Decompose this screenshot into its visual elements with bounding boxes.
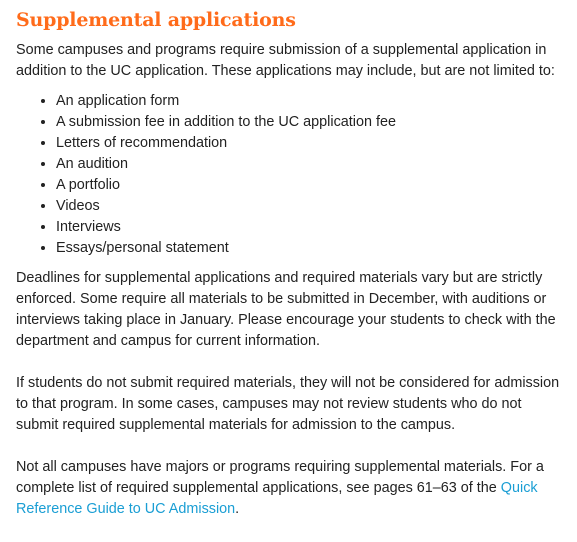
list-item: • Letters of recommendation [56,133,565,154]
list-item: • Videos [56,196,565,217]
body-paragraphs [16,268,565,520]
final-paragraph [16,457,565,520]
quick-reference-guide-link[interactable]: Quick Reference Guide to UC Admission [16,480,538,517]
list-item: • Essays/personal statement [56,238,565,259]
list-item: • A submission fee in addition to the UC application fee [56,112,565,133]
deadlines-paragraph: Deadlines for supplemental applications and required materials vary but are strictly enforced. Some require all materials to be submitted in December, with auditions or interviews taking place in January. Please encourage your students to check with the department and campus for current information. [16,270,556,349]
consequences-paragraph: If students do not submit required materials, they will not be considered for admission to that program. In some cases, campuses may not review students who do not submit required supplemental materials for admission to the campus. [16,375,560,433]
final-paragraph-text: Not all campuses have majors or programs requiring supplemental materials. For a complete list of required supplemental applications, see pages 61–63 of the [16,459,544,496]
list-item: • An audition [56,154,565,175]
list-item: • Interviews [56,217,565,238]
intro-paragraph: Some campuses and programs require submission of a supplemental application in addition to the UC application. These applications may include, but are not limited to: [16,42,555,79]
requirements-list [16,91,565,259]
section-heading: Supplemental applications [16,9,296,31]
list-item: • A portfolio [56,175,565,196]
final-paragraph-end: . [235,501,240,517]
list-item: • An application form [56,91,565,112]
